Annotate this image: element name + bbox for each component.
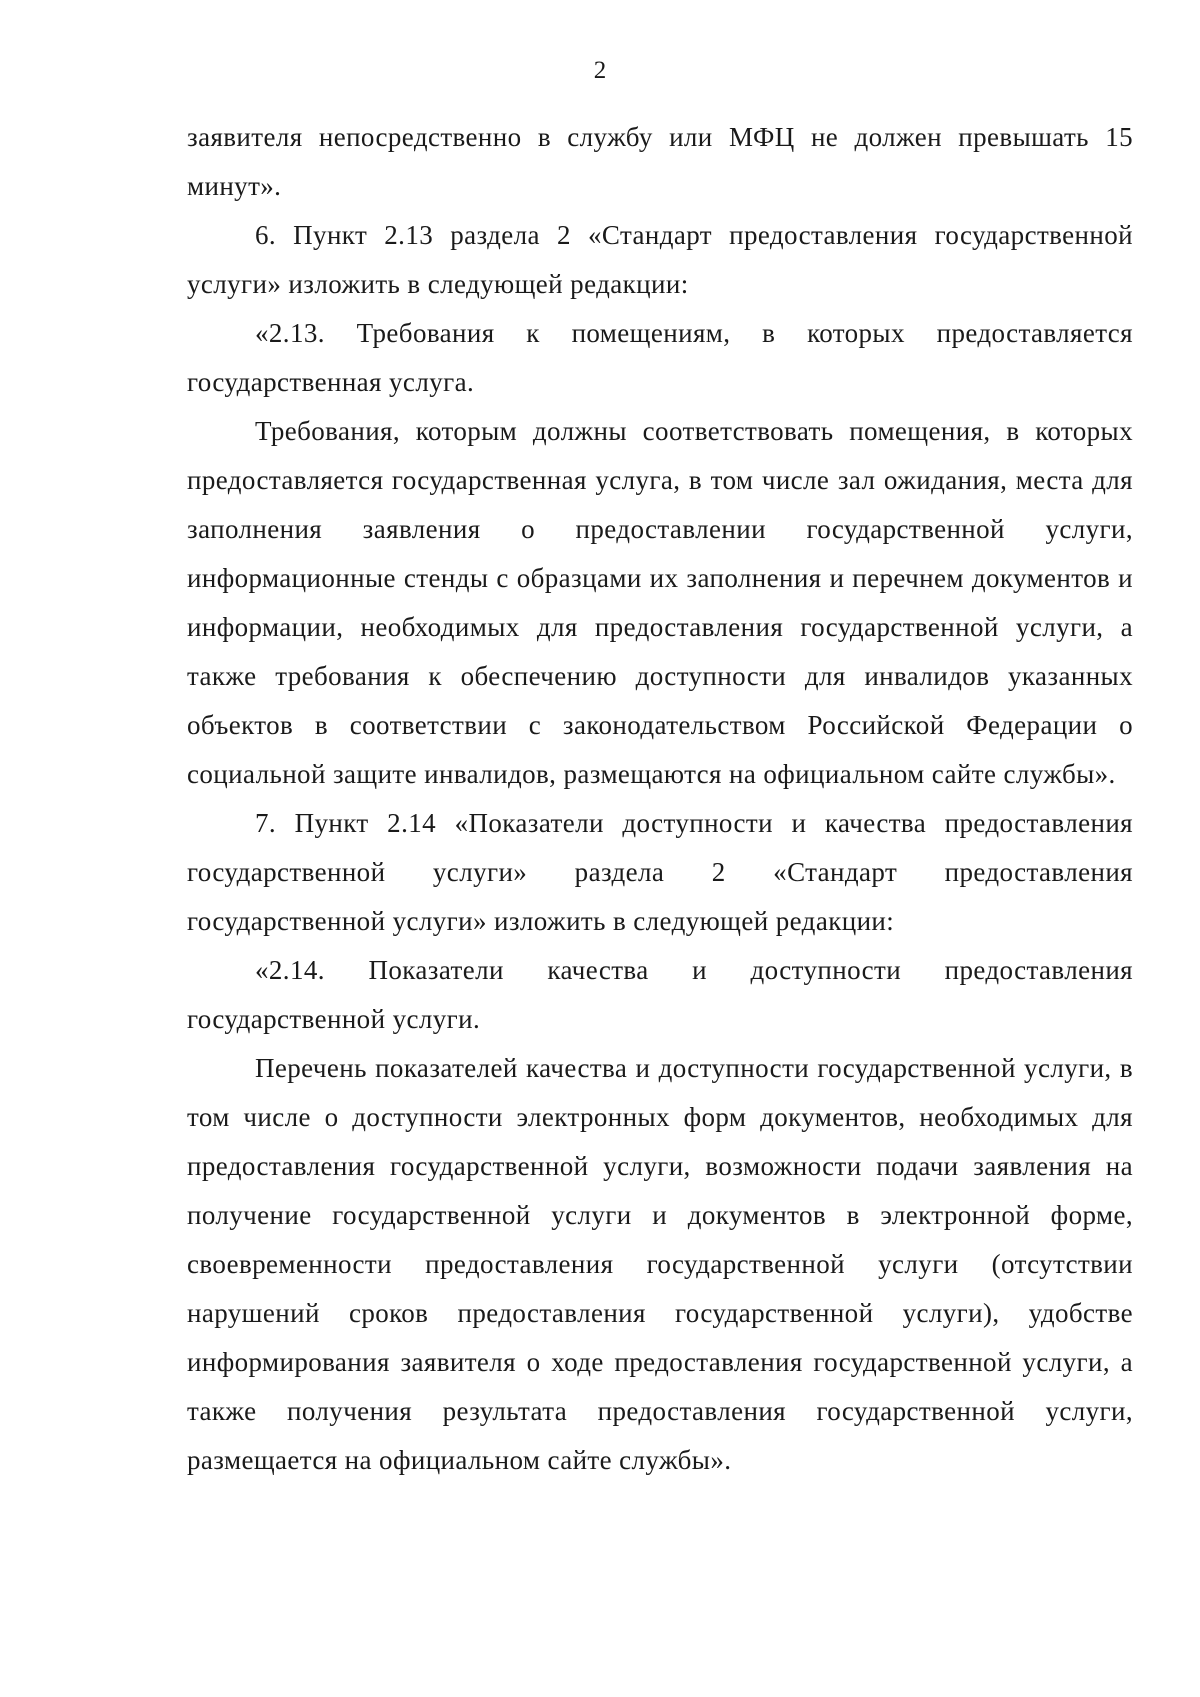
- paragraph-continuation: заявителя непосредственно в службу или МФЦ не должен превышать 15 минут».: [187, 122, 1133, 201]
- paragraph-section-2-14-heading: «2.14. Показатели качества и доступности предоставления государственной услуги.: [187, 955, 1133, 1034]
- paragraph-section-2-14-body: Перечень показателей качества и доступности государственной услуги, в том числе о доступности электронных форм документов, необходимых для предоставления государственной услуги, возможности подачи заявления на получение государственной услуги и документов в электронной форме, своевременности предоставления государственной услуги (отсутствии нарушений сроков предоставления государственной услуги), удобстве информирования заявителя о ходе предоставления государственной услуги, а также получения результата предоставления государственной услуги, размещается на официальном сайте службы».: [187, 1053, 1133, 1475]
- paragraph-section-2-13-body: Требования, которым должны соответствовать помещения, в которых предоставляется государственная услуга, в том числе зал ожидания, места для заполнения заявления о предоставлении государственной услуги, информационные стенды с образцами их заполнения и перечнем документов и информации, необходимых для предоставления государственной услуги, а также требования к обеспечению доступности для инвалидов указанных объектов в соответствии с законодательством Российской Федерации о социальной защите инвалидов, размещаются на официальном сайте службы».: [187, 416, 1133, 789]
- paragraph-section-2-13-heading: «2.13. Требования к помещениям, в которых предоставляется государственная услуга.: [187, 318, 1133, 397]
- paragraph-item-7: 7. Пункт 2.14 «Показатели доступности и качества предоставления государственной услуги» раздела 2 «Стандарт предоставления государственной услуги» изложить в следующей редакции:: [187, 808, 1133, 936]
- paragraph-item-6: 6. Пункт 2.13 раздела 2 «Стандарт предоставления государственной услуги» изложить в следующей редакции:: [187, 220, 1133, 299]
- page-number: 2: [593, 57, 607, 84]
- document-body: [187, 113, 1133, 1485]
